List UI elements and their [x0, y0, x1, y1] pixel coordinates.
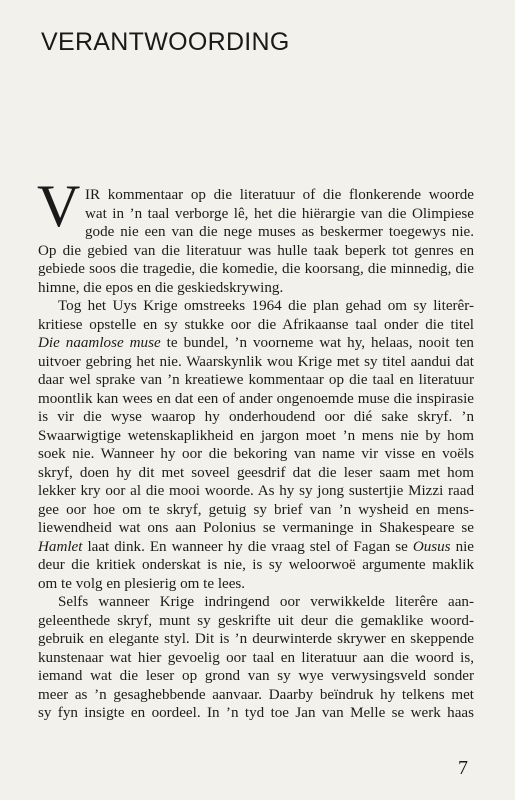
text-line: om te volg en plesierig om te lees.: [38, 575, 246, 592]
text-line: kunstenaar wat hier gevoelig oor taal en literatuur aan die woord is,: [38, 649, 474, 666]
text-line: kritiese opstelle en sy stukke oor die Afrikaanse taal onder die titel: [38, 316, 474, 333]
text-line: is vir die wyse waarop hy onderhoudend oor dié sake skryf. ’n: [38, 409, 474, 425]
text-line: meer as ’n gesaghebbende aanvaar. Daarby beïndruk hy telkens met: [38, 686, 474, 703]
text-line: daar wel sprake van ’n kreatiewe kommentaar op die taal en literatuur: [38, 372, 474, 388]
text-line: wat in ’n taal verborge lê, het die hiërargie van die Olimpiese: [85, 205, 474, 222]
text-line: gode nie een van die nege muses as beskermer toegewys nie.: [85, 224, 474, 240]
text-line: soek nie. Wanneer hy oor die bekoring van name vir visse en voëls: [38, 446, 474, 462]
text-line: skryf, doen hy dit met soveel geesdrif dat die leser saam met hom: [38, 464, 474, 481]
text-line: Op die gebied van die literatuur was hulle taak beperk tot genres en: [38, 242, 474, 259]
text-line: gebruik en elegante styl. Dit is ’n deurwinterde skrywer en skeppende: [38, 631, 474, 647]
text-line: geleenthede skryf, munt sy geskrifte uit deur die gemaklike woord-: [38, 612, 474, 629]
text-line: Tog het Uys Krige omstreeks 1964 die plan gehad om sy literêr-: [58, 298, 474, 314]
text-line: Die naamlose muse te bundel, ’n voorneme wat hy, helaas, nooit ten: [38, 335, 474, 351]
text-line: sy fyn insigte en oordeel. In ’n tyd toe Jan van Melle se werk haas: [38, 705, 474, 721]
text-line: IR kommentaar op die literatuur of die flonkerende woorde: [85, 187, 474, 203]
text-line: lekker kry oor al die mooi woorde. As hy sy jong sustertjie Mizzi raad: [38, 483, 474, 499]
text-line: Hamlet laat dink. En wanneer hy die vraag stel of Fagan se Ousus nie: [38, 538, 474, 555]
text-line: Swaarwigtige wetenskaplikheid en jargon moet ’n mens nie by hom: [38, 427, 474, 444]
drop-cap: V: [37, 173, 81, 239]
body-text: [38, 186, 474, 723]
text-line: moontlik kan wees en dat een of ander ongenoemde muse die inspirasie: [38, 390, 474, 407]
text-line: liewendheid wat ons aan Polonius se vermaninge in Shakespeare se: [38, 520, 474, 536]
page-number: 7: [458, 757, 468, 779]
text-line: deur die kritiek onderskat is nie, is sy weloorwoë argumente maklik: [38, 557, 474, 573]
text-line: uitvoer gebring het nie. Waarskynlik wou Krige met sy titel aandui dat: [38, 353, 474, 370]
text-line: gee oor hoe om te skryf, getuig sy brief van ’n wysheid en mens-: [38, 501, 474, 518]
text-line: gebiede soos die tragedie, die komedie, die koorsang, die minnedig, die: [38, 261, 474, 277]
chapter-heading: VERANTWOORDING: [41, 28, 290, 56]
text-line: himne, die epos en die geskiedskrywing.: [38, 279, 284, 296]
text-line: iemand wat die leser op grond van sy wye verwysingsveld sonder: [38, 668, 474, 684]
text-line: Selfs wanneer Krige indringend oor verwikkelde literêre aan-: [58, 594, 474, 610]
